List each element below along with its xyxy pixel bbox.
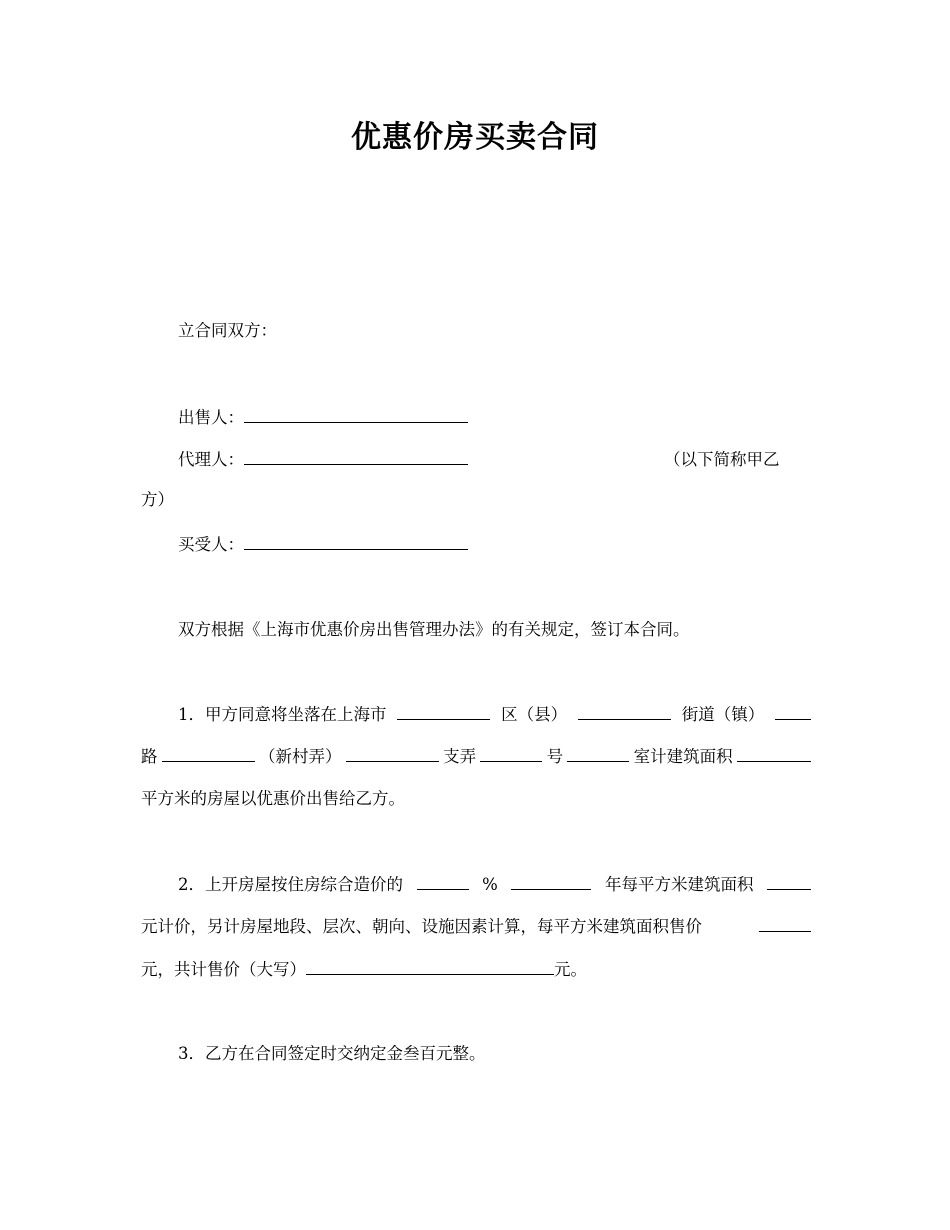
unit-price-blank[interactable] <box>767 872 811 890</box>
number-blank[interactable] <box>480 744 542 762</box>
clause1-number: 1． <box>178 705 205 724</box>
clause2-line2: 元计价，另计房屋地段、层次、朝向、设施因素计算，每平方米建筑面积售价 <box>141 914 811 939</box>
total-price-blank[interactable] <box>306 957 554 975</box>
agent-blank[interactable] <box>244 447 468 465</box>
lane-blank[interactable] <box>346 744 439 762</box>
seller-line <box>141 405 848 430</box>
area-blank[interactable] <box>737 744 811 762</box>
clause1-line3: 平方米的房屋以优惠价出售给乙方。 <box>141 789 405 808</box>
clause1-line2: 路 （新村弄） 支弄 号 室计建筑面积 <box>141 744 811 769</box>
seller-label: 出售人： <box>178 408 244 427</box>
street-blank[interactable] <box>578 702 671 720</box>
agent-line <box>141 447 848 472</box>
clause3-number: 3． <box>178 1044 205 1063</box>
percent-blank[interactable] <box>417 872 469 890</box>
clause1-line1: 1．甲方同意将坐落在上海市 区（县） 街道（镇） <box>141 702 811 727</box>
parties-intro: 立合同双方： <box>178 321 277 340</box>
clause2-number: 2． <box>178 875 205 894</box>
road-name-blank[interactable] <box>162 744 255 762</box>
clause3-line: 3．乙方在合同签定时交纳定金叁百元整。 <box>178 1044 486 1063</box>
district-blank[interactable] <box>397 702 490 720</box>
buyer-line <box>141 532 848 557</box>
abbrev-note: （以下简称甲乙 <box>664 450 780 469</box>
buyer-label: 买受人： <box>178 535 244 554</box>
clause2-line3: 元，共计售价（大写） 元。 <box>141 957 811 982</box>
road-blank[interactable] <box>775 702 811 720</box>
buyer-blank[interactable] <box>244 532 468 550</box>
basis-paragraph: 双方根据《上海市优惠价房出售管理办法》的有关规定，签订本合同。 <box>178 620 690 639</box>
document-title: 优惠价房买卖合同 <box>351 120 599 155</box>
seller-blank[interactable] <box>244 405 468 423</box>
year-blank[interactable] <box>511 872 591 890</box>
agent-label: 代理人： <box>178 450 244 469</box>
sale-unit-price-blank[interactable] <box>759 914 811 932</box>
clause2-line1: 2．上开房屋按住房综合造价的 % 年每平方米建筑面积 <box>141 872 811 897</box>
room-blank[interactable] <box>567 744 629 762</box>
abbrev-note-end: 方） <box>141 490 174 509</box>
